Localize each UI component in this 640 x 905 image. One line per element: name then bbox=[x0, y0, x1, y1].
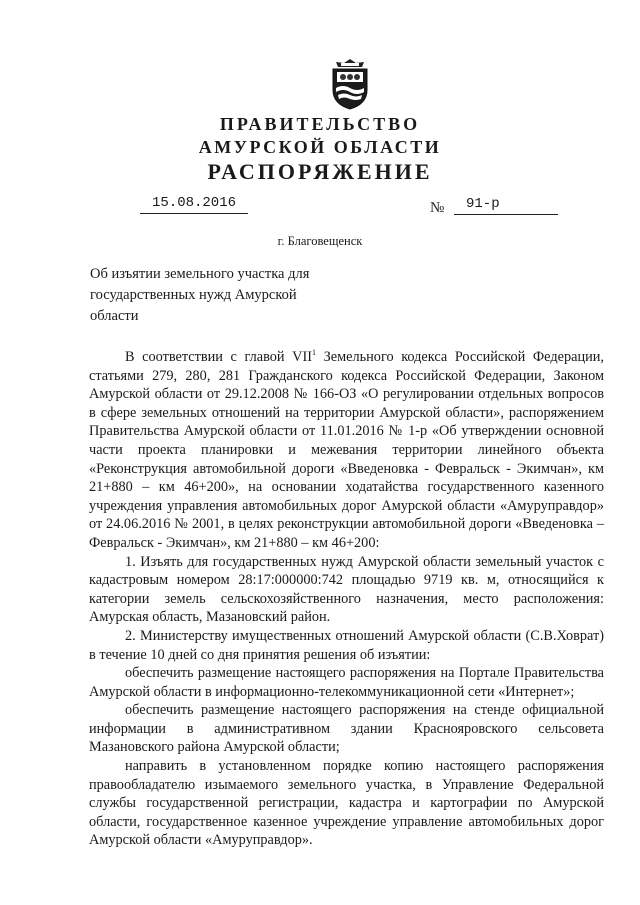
document-number bbox=[454, 196, 558, 215]
number-value: 91-р bbox=[466, 196, 500, 212]
paragraph-5: направить в установленном порядке копию настоящего распоряжения правообладателю изымаемого земельного участка, в Управление Федеральной службы государственной регистрации, кадастра и картографии по Амурской области, государственное казенное учреждение управление автомобильных дорог Амурской области «Амуруправдор». bbox=[89, 758, 604, 849]
paragraph-4: обеспечить размещение настоящего распоряжения на стенде официальной информации в административном здании Краснояровского сельсовета Мазановского района Амурской области; bbox=[89, 702, 604, 756]
preamble-text-a: В соответствии с главой VII bbox=[125, 349, 312, 365]
document-body bbox=[89, 348, 604, 850]
date-value: 15.08.2016 bbox=[151, 195, 236, 211]
preamble-paragraph bbox=[89, 348, 604, 553]
org-name-line2: АМУРСКОЙ ОБЛАСТИ bbox=[198, 137, 442, 157]
document-subject: Об изъятии земельного участка для государственных нужд Амурской области bbox=[90, 266, 310, 324]
document-date bbox=[140, 195, 248, 214]
preamble-superscript: 1 bbox=[311, 348, 316, 358]
number-label: № bbox=[430, 200, 445, 216]
paragraph-1: 1. Изъять для государственных нужд Амурской области земельный участок с кадастровым номером 28:17:000000:742 площадью 9719 кв. м, относящийся к категории земель сельскохозяйственного назначения, место расположения: Амурская область, Мазановский район. bbox=[89, 553, 604, 626]
coat-of-arms-emblem bbox=[329, 58, 371, 110]
document-type: РАСПОРЯЖЕНИЕ bbox=[207, 159, 433, 184]
preamble-text-b: Земельного кодекса Российской Федерации, статьями 279, 280, 281 Гражданского кодекса Российской Федерации, Законом Амурской области от 29.12.2008 № 166-ОЗ «О регулировании отдельных вопросов в сфере земельных отношений на территории Амурской области», распоряжением Правительства Амурской области от 11.01.2016 № 1-р «Об утверждении основной части проекта планировки и межевания территории линейного объекта «Реконструкция автомобильной дороги «Введеновка - Февральск - Экимчан», км 21+880 – км 46+200», на основании ходатайства государственного казенного учреждения управления автомобильных дорог Амурской области «Амуруправдор» от 24.06.2016 № 2001, в целях реконструкции автомобильной дороги «Введеновка – Февральск - Экимчан», км 21+880 – км 46+200: bbox=[89, 349, 604, 551]
paragraph-2: 2. Министерству имущественных отношений Амурской области (С.В.Ховрат) в течение 10 дней со дня принятия решения об изъятии: bbox=[89, 627, 604, 663]
org-name-line1: ПРАВИТЕЛЬСТВО bbox=[219, 114, 421, 134]
city-line: г. Благовещенск bbox=[277, 234, 363, 248]
paragraph-3: обеспечить размещение настоящего распоряжения на Портале Правительства Амурской области в информационно-телекоммуникационной сети «Интернет»; bbox=[89, 665, 604, 700]
